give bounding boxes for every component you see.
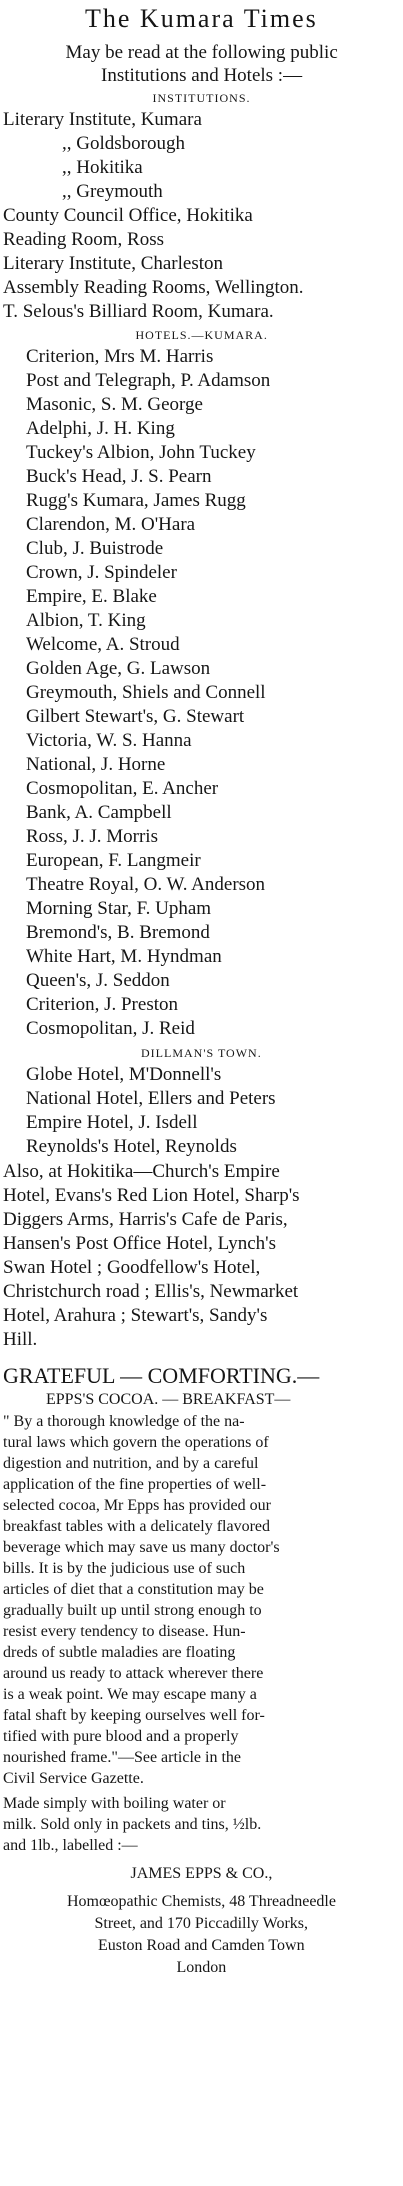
list-item: Golden Age, G. Lawson [26, 658, 211, 679]
advert-body-line: milk. Sold only in packets and tins, ½lb. [3, 1816, 262, 1833]
list-item: Criterion, Mrs M. Harris [26, 346, 214, 367]
list-item: Gilbert Stewart's, G. Stewart [26, 706, 245, 727]
advert-address-line: Street, and 170 Piccadilly Works, [94, 1915, 308, 1932]
advert-body-line: nourished frame."—See article in the [3, 1749, 241, 1766]
list-item: Cosmopolitan, J. Reid [26, 1018, 195, 1039]
paragraph-line: Also, at Hokitika—Church's Empire [3, 1161, 280, 1182]
advert-body-line: gradually built up until strong enough to [3, 1602, 262, 1619]
list-item: Masonic, S. M. George [26, 394, 203, 415]
advert-body-line: bills. It is by the judicious use of such [3, 1560, 246, 1577]
masthead: The Kumara Times [85, 4, 318, 33]
advert-maker: JAMES EPPS & CO., [130, 1865, 273, 1882]
list-item: Cosmopolitan, E. Ancher [26, 778, 219, 799]
list-item: Literary Institute, Charleston [3, 253, 224, 274]
advert-body-line: resist every tendency to disease. Hun- [3, 1623, 246, 1640]
hotels-kumara-heading: HOTELS.—KUMARA. [135, 328, 268, 342]
advert-address-line: Homœopathic Chemists, 48 Threadneedle [67, 1893, 336, 1910]
list-item: Queen's, J. Seddon [26, 970, 170, 991]
advert-body-line: tified with pure blood and a properly [3, 1728, 239, 1745]
advert-body-line: around us ready to attack wherever there [3, 1665, 264, 1682]
notice-line: May be read at the following public [65, 42, 338, 63]
list-item: National, J. Horne [26, 754, 166, 775]
paragraph-line: Diggers Arms, Harris's Cafe de Paris, [3, 1209, 288, 1230]
advert-body-line: Made simply with boiling water or [3, 1795, 226, 1812]
advert-body-line: dreds of subtle maladies are floating [3, 1644, 236, 1661]
list-item: Greymouth, Shiels and Connell [26, 682, 266, 703]
paragraph-line: Hotel, Evans's Red Lion Hotel, Sharp's [3, 1185, 300, 1206]
list-item: European, F. Langmeir [26, 850, 201, 871]
list-item: Empire Hotel, J. Isdell [26, 1112, 198, 1133]
advert-address-line: London [176, 1959, 227, 1976]
list-item: Bremond's, B. Bremond [26, 922, 210, 943]
dillmans-heading: DILLMAN'S TOWN. [141, 1046, 262, 1060]
advert-body-line: selected cocoa, Mr Epps has provided our [3, 1497, 271, 1514]
list-item: Reading Room, Ross [3, 229, 164, 250]
advert-body-line: application of the fine properties of well- [3, 1476, 267, 1493]
list-item: Victoria, W. S. Hanna [26, 730, 192, 751]
paragraph-line: Hansen's Post Office Hotel, Lynch's [3, 1233, 276, 1254]
advert-headline: GRATEFUL — COMFORTING.— [3, 1363, 320, 1388]
advert-body-line: " By a thorough knowledge of the na- [3, 1413, 245, 1430]
list-item: White Hart, M. Hyndman [26, 946, 222, 967]
list-item: Empire, E. Blake [26, 586, 157, 607]
list-item: Rugg's Kumara, James Rugg [26, 490, 246, 511]
paragraph-line: Hotel, Arahura ; Stewart's, Sandy's [3, 1305, 268, 1326]
list-item: ,, Goldsborough [62, 133, 185, 154]
list-item: Theatre Royal, O. W. Anderson [26, 874, 266, 895]
list-item: County Council Office, Hokitika [3, 205, 253, 226]
list-item: Adelphi, J. H. King [26, 418, 175, 439]
advert-body-line: digestion and nutrition, and by a careful [3, 1455, 259, 1472]
list-item: Criterion, J. Preston [26, 994, 178, 1015]
institutions-heading: INSTITUTIONS. [152, 91, 251, 105]
advert-body-line: articles of diet that a constitution may be [3, 1581, 264, 1598]
advert-body-line: tural laws which govern the operations of [3, 1434, 269, 1451]
list-item: National Hotel, Ellers and Peters [26, 1088, 276, 1109]
advert-body-line: is a weak point. We may escape many a [3, 1686, 257, 1703]
paragraph-line: Hill. [3, 1329, 38, 1350]
notice-line: Institutions and Hotels :— [101, 65, 303, 86]
advert-body-line: and 1lb., labelled :— [3, 1837, 138, 1854]
advert-subhead: EPPS'S COCOA. — BREAKFAST— [46, 1391, 291, 1408]
list-item: Bank, A. Campbell [26, 802, 172, 823]
list-item: Clarendon, M. O'Hara [26, 514, 196, 535]
list-item: Club, J. Buistrode [26, 538, 164, 559]
list-item: Welcome, A. Stroud [26, 634, 180, 655]
advert-address-line: Euston Road and Camden Town [98, 1937, 305, 1954]
paragraph-line: Christchurch road ; Ellis's, Newmarket [3, 1281, 299, 1302]
list-item: Literary Institute, Kumara [3, 109, 202, 130]
list-item: T. Selous's Billiard Room, Kumara. [3, 301, 274, 322]
list-item: Globe Hotel, M'Donnell's [26, 1064, 222, 1085]
list-item: Morning Star, F. Upham [26, 898, 212, 919]
advert-body-line: Civil Service Gazette. [3, 1770, 144, 1787]
list-item: Reynolds's Hotel, Reynolds [26, 1136, 237, 1157]
paragraph-line: Swan Hotel ; Goodfellow's Hotel, [3, 1257, 261, 1278]
list-item: Post and Telegraph, P. Adamson [26, 370, 271, 391]
list-item: Assembly Reading Rooms, Wellington. [3, 277, 304, 298]
list-item: Buck's Head, J. S. Pearn [26, 466, 212, 487]
advert-body-line: beverage which may save us many doctor's [3, 1539, 280, 1556]
list-item: Crown, J. Spindeler [26, 562, 177, 583]
advert-body-line: breakfast tables with a delicately flavored [3, 1518, 270, 1535]
list-item: ,, Greymouth [62, 181, 163, 202]
list-item: ,, Hokitika [62, 157, 143, 178]
list-item: Albion, T. King [26, 610, 146, 631]
list-item: Tuckey's Albion, John Tuckey [26, 442, 256, 463]
advert-body-line: fatal shaft by keeping ourselves well for- [3, 1707, 265, 1724]
list-item: Ross, J. J. Morris [26, 826, 158, 847]
